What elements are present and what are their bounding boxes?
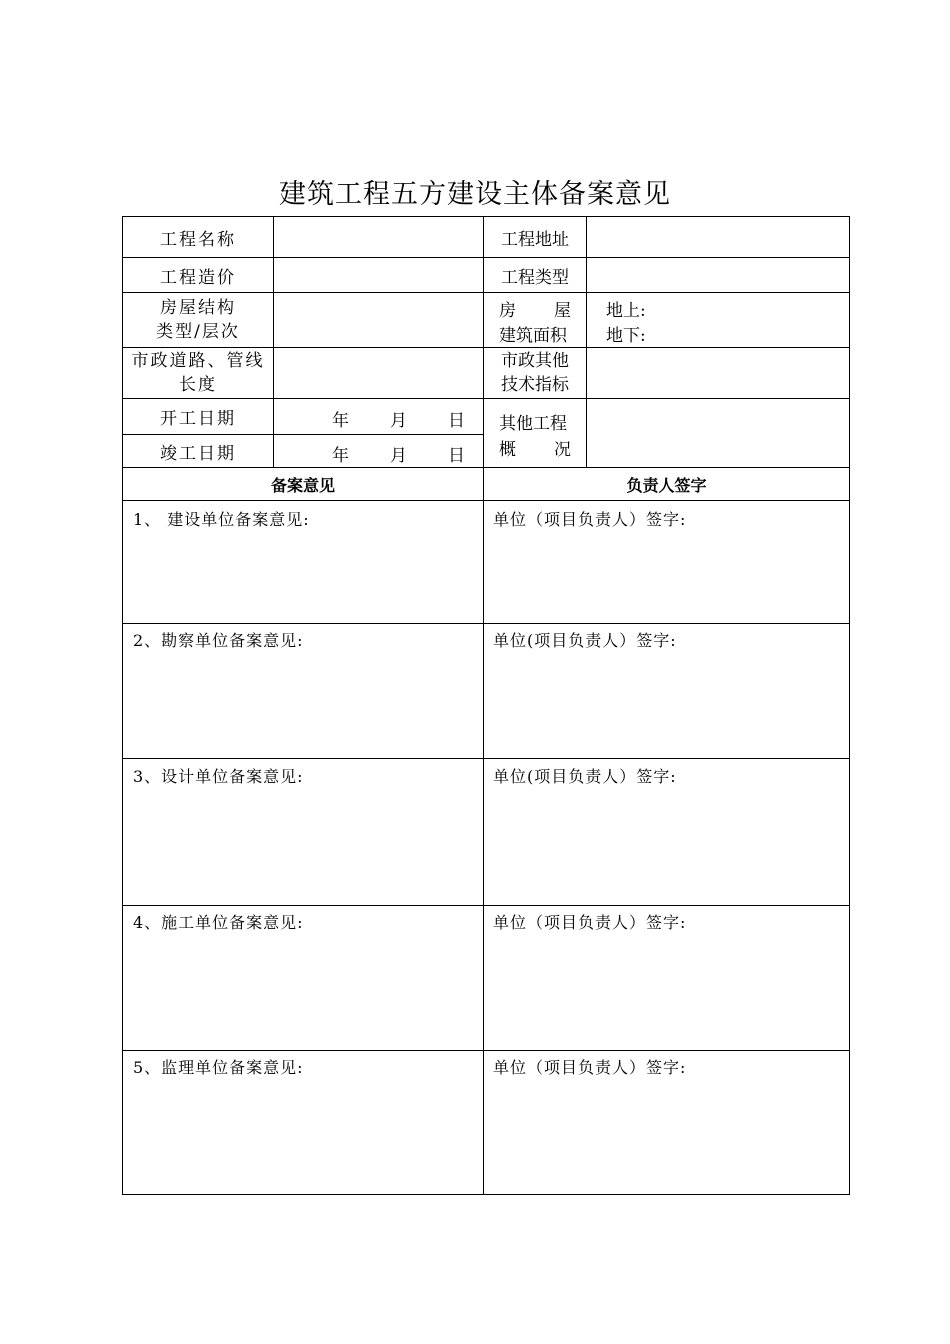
structure-label-line1: 房屋结构 bbox=[160, 298, 236, 318]
municipal-label-line1: 市政其他 bbox=[501, 351, 569, 371]
finish-day: 日 bbox=[448, 446, 465, 466]
project-name-value[interactable] bbox=[274, 217, 483, 257]
finish-date-label: 竣工日期 bbox=[160, 443, 236, 464]
start-year: 年 bbox=[332, 411, 349, 431]
row-divider bbox=[123, 1050, 849, 1051]
finish-year: 年 bbox=[332, 446, 349, 466]
opinion-header: 备案意见 bbox=[270, 475, 335, 495]
other-label-char-1: 概 bbox=[499, 440, 516, 460]
other-overview-value[interactable] bbox=[587, 399, 849, 467]
above-ground-label: 地上: bbox=[606, 301, 646, 321]
building-area-value[interactable] bbox=[587, 293, 849, 347]
structure-type-label bbox=[123, 293, 273, 347]
municipal-label-line2: 技术指标 bbox=[501, 375, 569, 395]
signature-design-unit[interactable]: 单位(项目负责人）签字: bbox=[493, 767, 677, 786]
start-date-label: 开工日期 bbox=[160, 409, 236, 429]
below-ground-label: 地下: bbox=[606, 326, 646, 346]
document-title: 建筑工程五方建设主体备案意见 bbox=[279, 179, 671, 210]
row-divider bbox=[123, 500, 849, 501]
structure-type-value[interactable] bbox=[274, 293, 483, 347]
road-length-value[interactable] bbox=[274, 348, 483, 398]
row-divider bbox=[123, 758, 849, 759]
building-area-line2: 建筑面积 bbox=[499, 326, 567, 346]
signature-construction-unit[interactable]: 单位（项目负责人）签字: bbox=[493, 510, 687, 529]
road-length-label bbox=[123, 348, 273, 398]
start-date-value[interactable] bbox=[274, 399, 483, 434]
road-label-line1: 市政道路、管线 bbox=[131, 351, 265, 371]
start-month: 月 bbox=[390, 411, 407, 431]
building-area-char-1: 房 bbox=[499, 301, 516, 321]
opinion-supervision-unit[interactable]: 5、监理单位备案意见: bbox=[133, 1058, 304, 1077]
row-divider bbox=[123, 905, 849, 906]
opinion-design-unit[interactable]: 3、设计单位备案意见: bbox=[133, 767, 304, 786]
other-overview-label bbox=[484, 399, 586, 467]
other-label-line1: 其他工程 bbox=[499, 414, 567, 434]
other-label-char-2: 况 bbox=[554, 440, 571, 460]
row-divider bbox=[123, 623, 849, 624]
project-type-value[interactable] bbox=[587, 258, 849, 292]
signature-contractor-unit[interactable]: 单位（项目负责人）签字: bbox=[493, 913, 687, 932]
project-cost-value[interactable] bbox=[274, 258, 483, 292]
building-area-label bbox=[484, 293, 586, 347]
signature-survey-unit[interactable]: 单位(项目负责人）签字: bbox=[493, 631, 677, 650]
project-type-label: 工程类型 bbox=[501, 267, 569, 288]
opinion-construction-unit[interactable]: 1、 建设单位备案意见: bbox=[133, 510, 310, 529]
project-address-value[interactable] bbox=[587, 217, 849, 257]
project-cost-label: 工程造价 bbox=[160, 267, 236, 288]
building-area-char-2: 屋 bbox=[554, 301, 571, 321]
signature-header: 负责人签字 bbox=[626, 475, 707, 495]
road-label-line2: 长度 bbox=[179, 375, 217, 395]
project-name-label: 工程名称 bbox=[160, 229, 236, 250]
filing-form-table bbox=[122, 216, 850, 1195]
start-day: 日 bbox=[448, 411, 465, 431]
finish-month: 月 bbox=[390, 446, 407, 466]
signature-supervision-unit[interactable]: 单位（项目负责人）签字: bbox=[493, 1058, 687, 1077]
opinion-survey-unit[interactable]: 2、勘察单位备案意见: bbox=[133, 631, 304, 650]
finish-date-value[interactable] bbox=[274, 435, 483, 467]
municipal-indicator-label bbox=[484, 348, 586, 398]
structure-label-line2: 类型/层次 bbox=[156, 322, 240, 342]
municipal-indicator-value[interactable] bbox=[587, 348, 849, 398]
opinion-contractor-unit[interactable]: 4、施工单位备案意见: bbox=[133, 913, 304, 932]
project-address-label: 工程地址 bbox=[501, 229, 569, 250]
